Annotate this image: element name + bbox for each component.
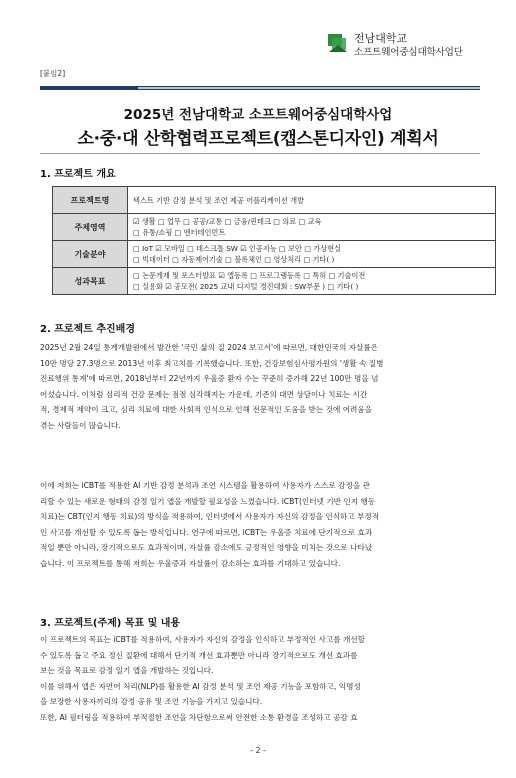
project-overview-table (52, 186, 496, 295)
text-line: 인 사고를 개선할 수 있도록 돕는 방식입니다. 연구에 따르면, iCBT는 우울증 치료에 단기적으로 효과 (40, 527, 373, 537)
table-row (53, 268, 496, 295)
goal-value (128, 268, 496, 295)
university-logo (327, 30, 502, 58)
logo-emblem-icon (327, 32, 349, 54)
text-line: 진료행위 통계'에 따르면, 2018년부터 22년까지 우울증 환자 수는 꾸준히 증가해 22년 100만 명을 넘 (40, 374, 379, 384)
text-line: 이 프로젝트의 목표는 iCBT를 적용하여, 사용자가 자신의 감정을 인식하고 부정적인 사고를 개선할 (40, 635, 365, 644)
section3-heading: 3. 프로젝트(주제) 목표 및 내용 (40, 618, 181, 629)
text-line: 수 있도록 돕고 주요 정신 질환에 대해서 단기적 개선 효과뿐만 아니라 장기적으로도 개선 효과를 (40, 650, 358, 660)
row-label: 기술분야 (53, 241, 128, 268)
cell-line: 텍스트 기반 감정 분석 및 조언 제공 어플리케이션 개발 (133, 195, 305, 205)
header-band-accent (138, 87, 480, 89)
text-line: 보는 것을 목표로 감정 일기 앱을 개발하는 것입니다. (40, 666, 214, 676)
background-paragraph-1 (40, 340, 480, 434)
text-line: 또한, AI 필터링을 적용하여 부적절한 조언을 차단함으로써 안전한 소통 환경을 조성하고 공감 효 (40, 712, 358, 722)
text-line: 리할 수 있는 새로운 형태의 감정 일기 앱을 개발할 필요성을 느꼈습니다. iCBT(인터넷 기반 인지 행동 (40, 496, 376, 506)
tech-field-value (128, 241, 496, 268)
document-title-line2: 소·중·대 산학협력프로젝트(캡스톤디자인) 계획서 (77, 129, 439, 149)
document-title-line1: 2025년 전남대학교 소프트웨어중심대학사업 (123, 107, 393, 123)
background-paragraph-2 (40, 478, 480, 572)
cell-line: □ IoT ☑ 모바일 □ 데스크톱 SW ☑ 인공지능 □ 보안 □ 가상현실 (133, 244, 342, 253)
row-label: 성과목표 (53, 268, 128, 295)
logo-center-name: 소프트웨어중심대학사업단 (354, 47, 463, 58)
page-number: - 2 - (250, 746, 266, 755)
cell-line: □ 유통/쇼핑 □ 엔터테인먼트 (133, 228, 226, 237)
logo-university-name: 전남대학교 (354, 32, 408, 45)
text-line: 이에 저희는 iCBT를 적용한 AI 기반 감정 분석과 조언 시스템을 활용하여 사용자가 스스로 감정을 관 (40, 481, 370, 490)
project-name-value (128, 187, 496, 214)
text-line: 겪는 사람들이 많습니다. (40, 420, 121, 430)
text-line: 적, 경제적 제약이 크고, 심리 치료에 대한 사회적 인식으로 인해 전문적인 도움을 받는 것에 어려움을 (40, 405, 373, 415)
cell-line: ☑ 생활 □ 업무 □ 공공/교통 □ 금융/핀테크 □ 의료 □ 교육 (133, 217, 322, 226)
text-line: 적일 뿐만 아니라, 장기적으로도 효과적이며, 자살률 감소에도 긍정적인 영향을 미치는 것으로 나타났 (40, 543, 373, 553)
text-line: 습니다. 이 프로젝트를 통해 저희는 우울증과 자살률이 감소하는 효과를 기대하고 있습니다. (40, 558, 341, 568)
topic-area-value (128, 214, 496, 241)
text-line: 어섰습니다. 이처럼 심리적 건강 문제는 점점 심각해지는 가운데, 기존의 대면 상담이나 치료는 시간 (40, 389, 368, 399)
text-line: 치료)는 CBT(인지 행동 치료)의 방식을 적용하여, 인터넷에서 사용자가 자신의 감정을 인식하고 부정적 (40, 512, 380, 522)
cell-line: □ 실용화 ☑ 공모전( 2025 교내 디지털 경진대회 : SW부문 ) □ 기타( ) (133, 282, 359, 291)
text-line: 을 보장한 사용자끼리의 감정 공유 및 조언 기능을 가지고 있습니다. (40, 697, 263, 707)
goal-paragraph (40, 632, 480, 726)
attachment-label: [붙임2] (40, 69, 66, 78)
text-line: 이를 위해서 앱은 자연어 처리(NLP)를 활용한 AI 감정 분석 및 조언 제공 기능을 포함하고, 익명성 (40, 681, 361, 691)
section2-heading: 2. 프로젝트 추진배경 (40, 324, 135, 335)
cell-line: □ 빅데이터 □ 자동제어기술 □ 블록체인 □ 영상처리 □ 기타( ) (133, 255, 335, 264)
row-label: 주제영역 (53, 214, 128, 241)
table-row (53, 241, 496, 268)
cell-line: □ 논문게재 및 포스터발표 ☑ 앱등록 □ 프로그램등록 □ 특허 □ 기술이전 (133, 271, 366, 280)
text-line: 2025년 2월 24일 통계개발원에서 발간한 '국민 삶의 질 2024 보고서'에 따르면, 대한민국의 자살률은 (40, 343, 379, 352)
table-row (53, 187, 496, 214)
row-label: 프로젝트명 (53, 187, 128, 214)
text-line: 10만 명당 27.3명으로 2013년 이후 최고치를 기록했습니다. 또한, 건강보험심사평가원의 '생활 속 질병 (40, 358, 384, 368)
title-divider (40, 153, 480, 154)
section1-heading: 1. 프로젝트 개요 (40, 169, 116, 180)
table-row (53, 214, 496, 241)
